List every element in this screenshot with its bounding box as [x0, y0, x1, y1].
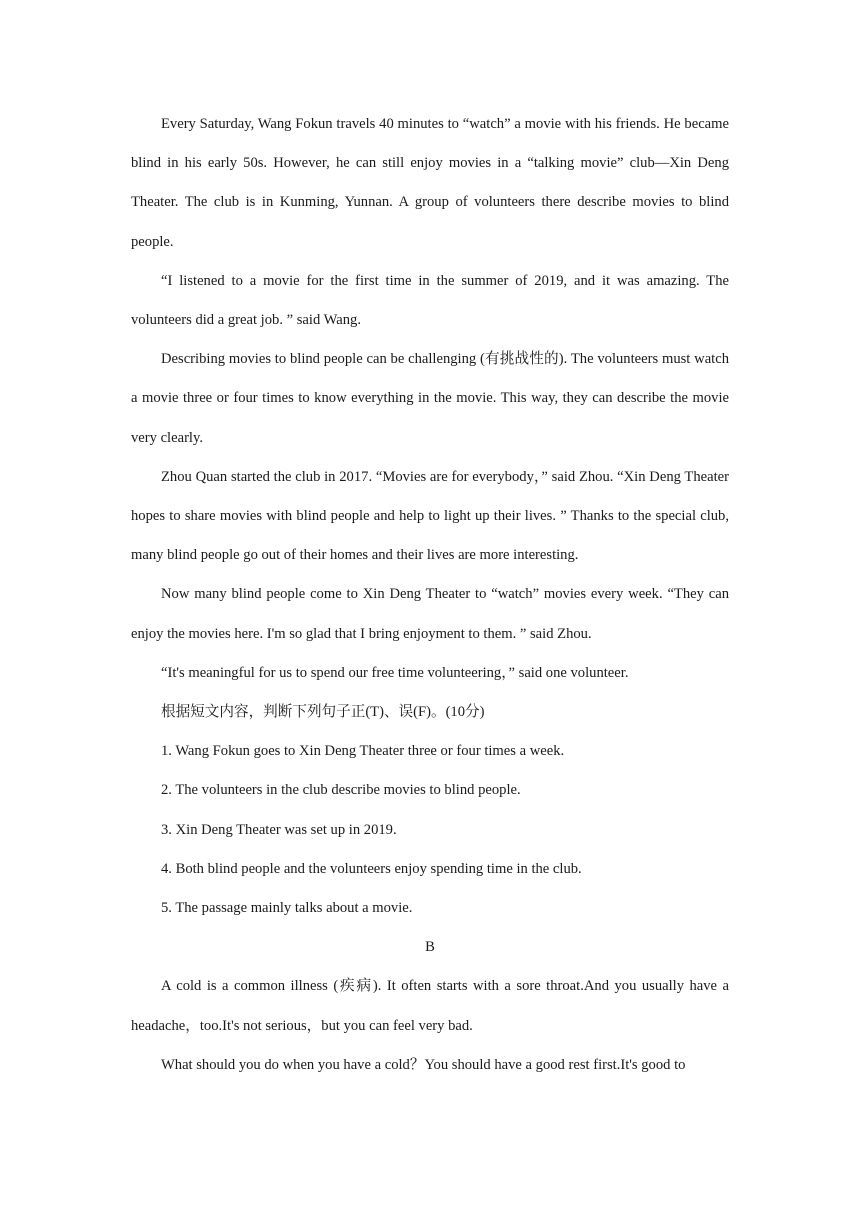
- question-instruction: 根据短文内容，判断下列句子正(T)、误(F)。(10分): [161, 704, 485, 721]
- passage-a-paragraph-3: Describing movies to blind people can be challenging (有挑战性的). The volunteers must watch a movie three or four times to know everything in the movie. This way, they can describe the movie very clearly.: [131, 351, 729, 446]
- passage-a-paragraph-1: Every Saturday, Wang Fokun travels 40 minutes to “watch” a movie with his friends. He became blind in his early 50s. However, he can still enjoy movies in a “talking movie” club—Xin Deng Theater. The club is in Kunming, Yunnan. A group of volunteers there describe movies to blind people.: [131, 116, 729, 250]
- question-item-1: 1. Wang Fokun goes to Xin Deng Theater three or four times a week.: [161, 743, 565, 760]
- passage-b-paragraph-1: A cold is a common illness (疾病). It often starts with a sore throat.And you usually have a headache，too.It's not serious，but you can feel very bad.: [131, 978, 729, 1034]
- question-item-4: 4. Both blind people and the volunteers enjoy spending time in the club.: [161, 860, 582, 877]
- document-body: [131, 105, 729, 1085]
- passage-b-paragraph-2: What should you do when you have a cold？You should have a good rest first.It's good to: [161, 1056, 686, 1073]
- question-item-3: 3. Xin Deng Theater was set up in 2019.: [161, 821, 397, 838]
- section-heading-b: B: [425, 939, 435, 956]
- passage-a-paragraph-5: Now many blind people come to Xin Deng Theater to “watch” movies every week. “They can enjoy the movies here. I'm so glad that I bring enjoyment to them. ” said Zhou.: [131, 586, 729, 642]
- passage-a-paragraph-2: “I listened to a movie for the first time in the summer of 2019, and it was amazing. The volunteers did a great job. ” said Wang.: [131, 272, 729, 329]
- passage-a-paragraph-6: “It's meaningful for us to spend our free time volunteering，” said one volunteer.: [161, 664, 629, 681]
- passage-a-paragraph-4: Zhou Quan started the club in 2017. “Movies are for everybody，” said Zhou. “Xin Deng Theater hopes to share movies with blind people and help to light up their lives. ” Thanks to the special club, many blind people go out of their homes and their lives are more interesting.: [131, 468, 729, 564]
- question-item-2: 2. The volunteers in the club describe movies to blind people.: [161, 782, 521, 799]
- question-item-5: 5. The passage mainly talks about a movie.: [161, 900, 413, 917]
